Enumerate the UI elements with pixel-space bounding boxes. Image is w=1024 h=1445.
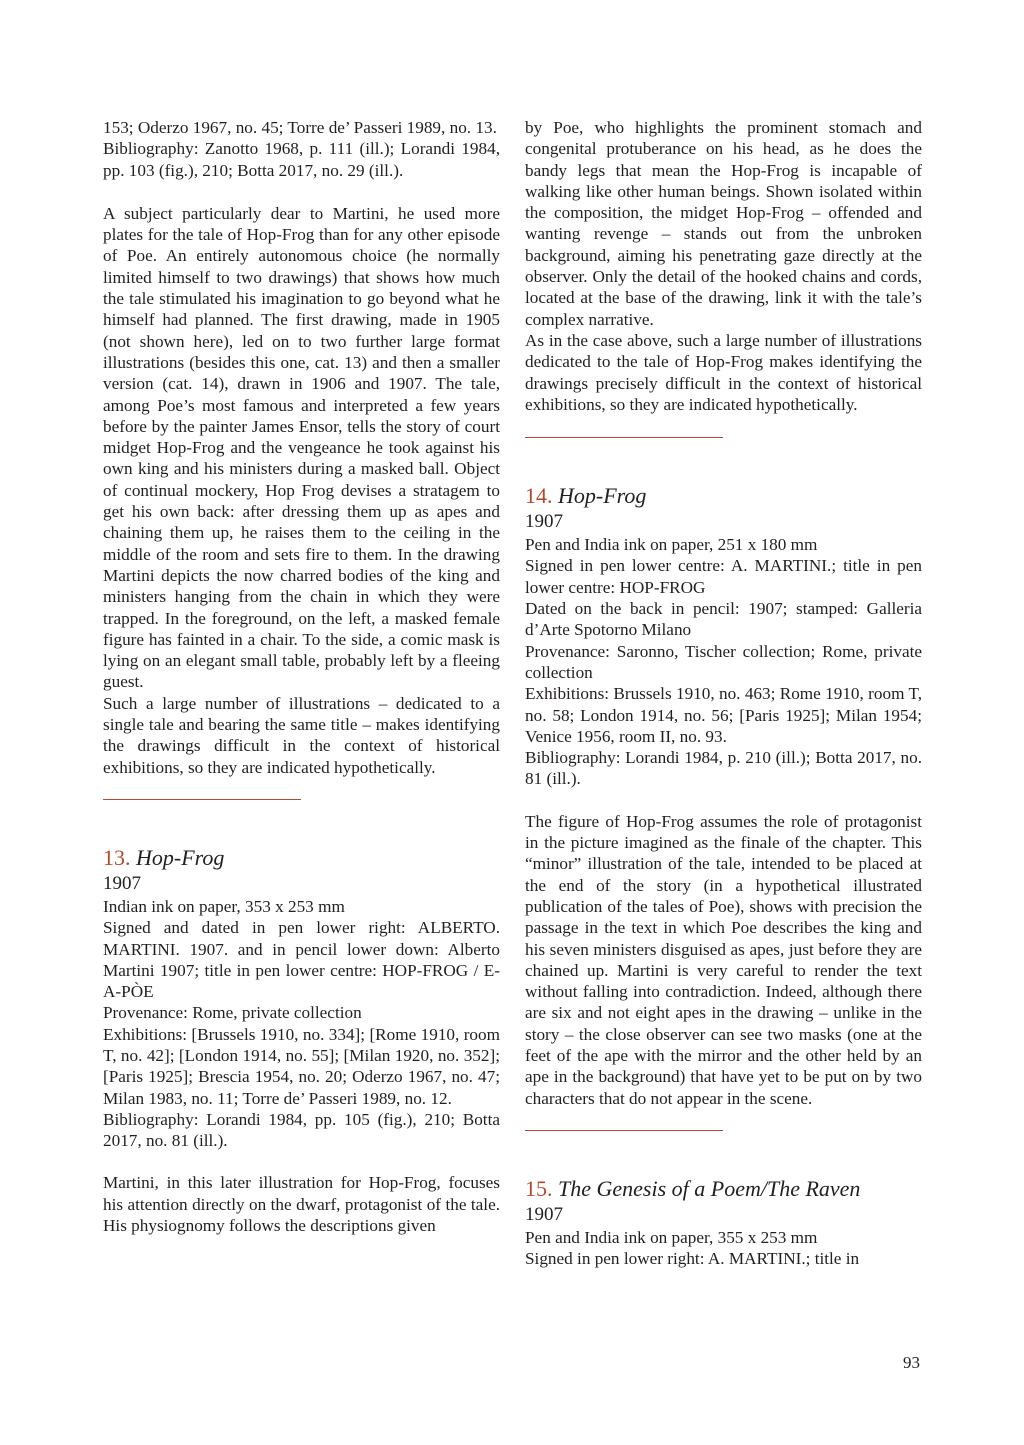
entry-14-text: The figure of Hop-Frog assumes the role of protagonist in the picture imagined as the finale of the chapter. This “minor” illustration of the tale, intended to be placed at the end of the story (in a hypothetical illustrated publication of the tales of Poe), shows with precision the passage in the text in which Poe describes the king and his seven ministers disguised as apes, just before they are chained up. Martini is very careful to render the text without falling into contradiction. Indeed, although there are six and not eight apes in the drawing – unlike in the story – the close observer can see two masks (one at the feet of the ape with the mirror and the other held by an ape in the background) that have yet to be put on by two characters that do not appear in the scene. xyxy=(525,811,922,1108)
entry-14-dated: Dated on the back in pencil: 1907; stamped: Galleria d’Arte Spotorno Milano xyxy=(525,599,922,640)
entry-14-signed: Signed in pen lower centre: A. MARTINI.; title in pen lower centre: HOP-FROG xyxy=(525,556,922,597)
entry-13-heading xyxy=(103,844,500,872)
left-column xyxy=(103,117,500,1236)
entry-13-bibliography: Bibliography: Lorandi 1984, pp. 105 (fig.), 210; Botta 2017, no. 81 (ill.). xyxy=(103,1109,500,1151)
page-number: 93 xyxy=(903,1353,920,1372)
entry-13-exhibitions: Exhibitions: [Brussels 1910, no. 334]; [Rome 1910, room T, no. 42]; [London 1914, no. 55]; [Milan 1920, no. 352]; [Paris 1925]; Brescia 1954, no. 20; Oderzo 1967, no. 47; Milan 1983, no. 11; Torre de’ Passeri 1989, no. 12. xyxy=(103,1024,500,1108)
bibliography-12: Bibliography: Zanotto 1968, p. 111 (ill.); Lorandi 1984, pp. 103 (fig.), 210; Botta 2017, no. 29 (ill.). xyxy=(103,139,500,180)
entry-14-bibliography: Bibliography: Lorandi 1984, p. 210 (ill.); Botta 2017, no. 81 (ill.). xyxy=(525,748,922,789)
entry-15-signed: Signed in pen lower right: A. MARTINI.; title in xyxy=(525,1249,860,1269)
essay-paragraph-1: A subject particularly dear to Martini, he used more plates for the tale of Hop-Frog than for any other episode of Poe. An entirely autonomous choice (he normally limited himself to two drawings) that shows how much the tale stimulated his imagination to go beyond what he himself had planned. The first drawing, made in 1905 (not shown here), led on to two further large format illustrations (besides this one, cat. 13) and then a smaller version (cat. 14), drawn in 1906 and 1907. The tale, among Poe’s most famous and interpreted a few years before by the painter James Ensor, tells the story of court midget Hop-Frog and the vengeance he took against his own king and his ministers during a masked ball. Object of continual mockery, Hop Frog devises a stratagem to get his own back: after dressing them up as apes and chaining them up, he raises them to the ceiling in the middle of the room and sets fire to them. In the drawing Martini depicts the now charred bodies of the king and ministers hanging from the chain in which they were trapped. In the foreground, on the left, a masked female figure has fainted in a chair. To the side, a comic mask is lying on an elegant small table, probably left by a fleeing guest. xyxy=(103,203,500,692)
right-column xyxy=(525,117,922,1269)
entry-13-year: 1907 xyxy=(103,872,141,894)
entry-13-number: 13. xyxy=(103,844,131,870)
entry-14-number: 14. xyxy=(525,483,553,509)
entry-13-medium: Indian ink on paper, 353 x 253 mm xyxy=(103,896,345,916)
entry-13-signed: Signed and dated in pen lower right: ALBERTO. MARTINI. 1907. and in pencil lower down: Alberto Martini 1907; title in pen lower centre: HOP-FROG / E-A-PÒE xyxy=(103,918,500,1002)
entry-13-provenance: Provenance: Rome, private collection xyxy=(103,1003,362,1023)
entry-13-text: Martini, in this later illustration for Hop-Frog, focuses his attention directly on the dwarf, protagonist of the tale. His physiognomy follows the descriptions given xyxy=(103,1173,500,1236)
exhibitions-continuation: 153; Oderzo 1967, no. 45; Torre de’ Passeri 1989, no. 13. xyxy=(103,118,497,137)
essay-continuation: by Poe, who highlights the prominent stomach and congenital protuberance on his head, as he does the bandy legs that mean the Hop-Frog is incapable of walking like other human beings. Shown isolated within the composition, the midget Hop-Frog – offended and wanting revenge – stands out from the unbroken background, aiming his penetrating gaze directly at the observer. Only the detail of the hooked chains and cords, located at the base of the drawing, link it with the tale’s complex narrative. xyxy=(525,118,922,329)
entry-14-medium: Pen and India ink on paper, 251 x 180 mm xyxy=(525,535,818,555)
entry-14-exhibitions: Exhibitions: Brussels 1910, no. 463; Rome 1910, room T, no. 58; London 1914, no. 56; [Paris 1925]; Milan 1954; Venice 1956, room II, no. 93. xyxy=(525,684,922,746)
entry-14-title: Hop-Frog xyxy=(558,483,647,509)
entry-15-year: 1907 xyxy=(525,1203,563,1225)
entry-15-heading xyxy=(525,1175,922,1203)
entry-14-provenance: Provenance: Saronno, Tischer collection; Rome, private collection xyxy=(525,641,922,682)
essay-paragraph-hypothetical: As in the case above, such a large number of illustrations dedicated to the tale of Hop-Frog makes identifying the drawings precisely difficult in the context of historical exhibitions, so they are indicated hypothetically. xyxy=(525,330,922,414)
essay-paragraph-2: Such a large number of illustrations – dedicated to a single tale and bearing the same title – makes identifying the drawings difficult in the context of historical exhibitions, so they are indicated hypothetically. xyxy=(103,693,500,777)
entry-15-number: 15. xyxy=(525,1175,553,1201)
entry-14-heading xyxy=(525,482,922,510)
entry-15-title: The Genesis of a Poem/The Raven xyxy=(558,1175,861,1201)
entry-15-medium: Pen and India ink on paper, 355 x 253 mm xyxy=(525,1227,818,1247)
entry-14-year: 1907 xyxy=(525,511,563,533)
entry-13-title: Hop-Frog xyxy=(136,844,225,870)
